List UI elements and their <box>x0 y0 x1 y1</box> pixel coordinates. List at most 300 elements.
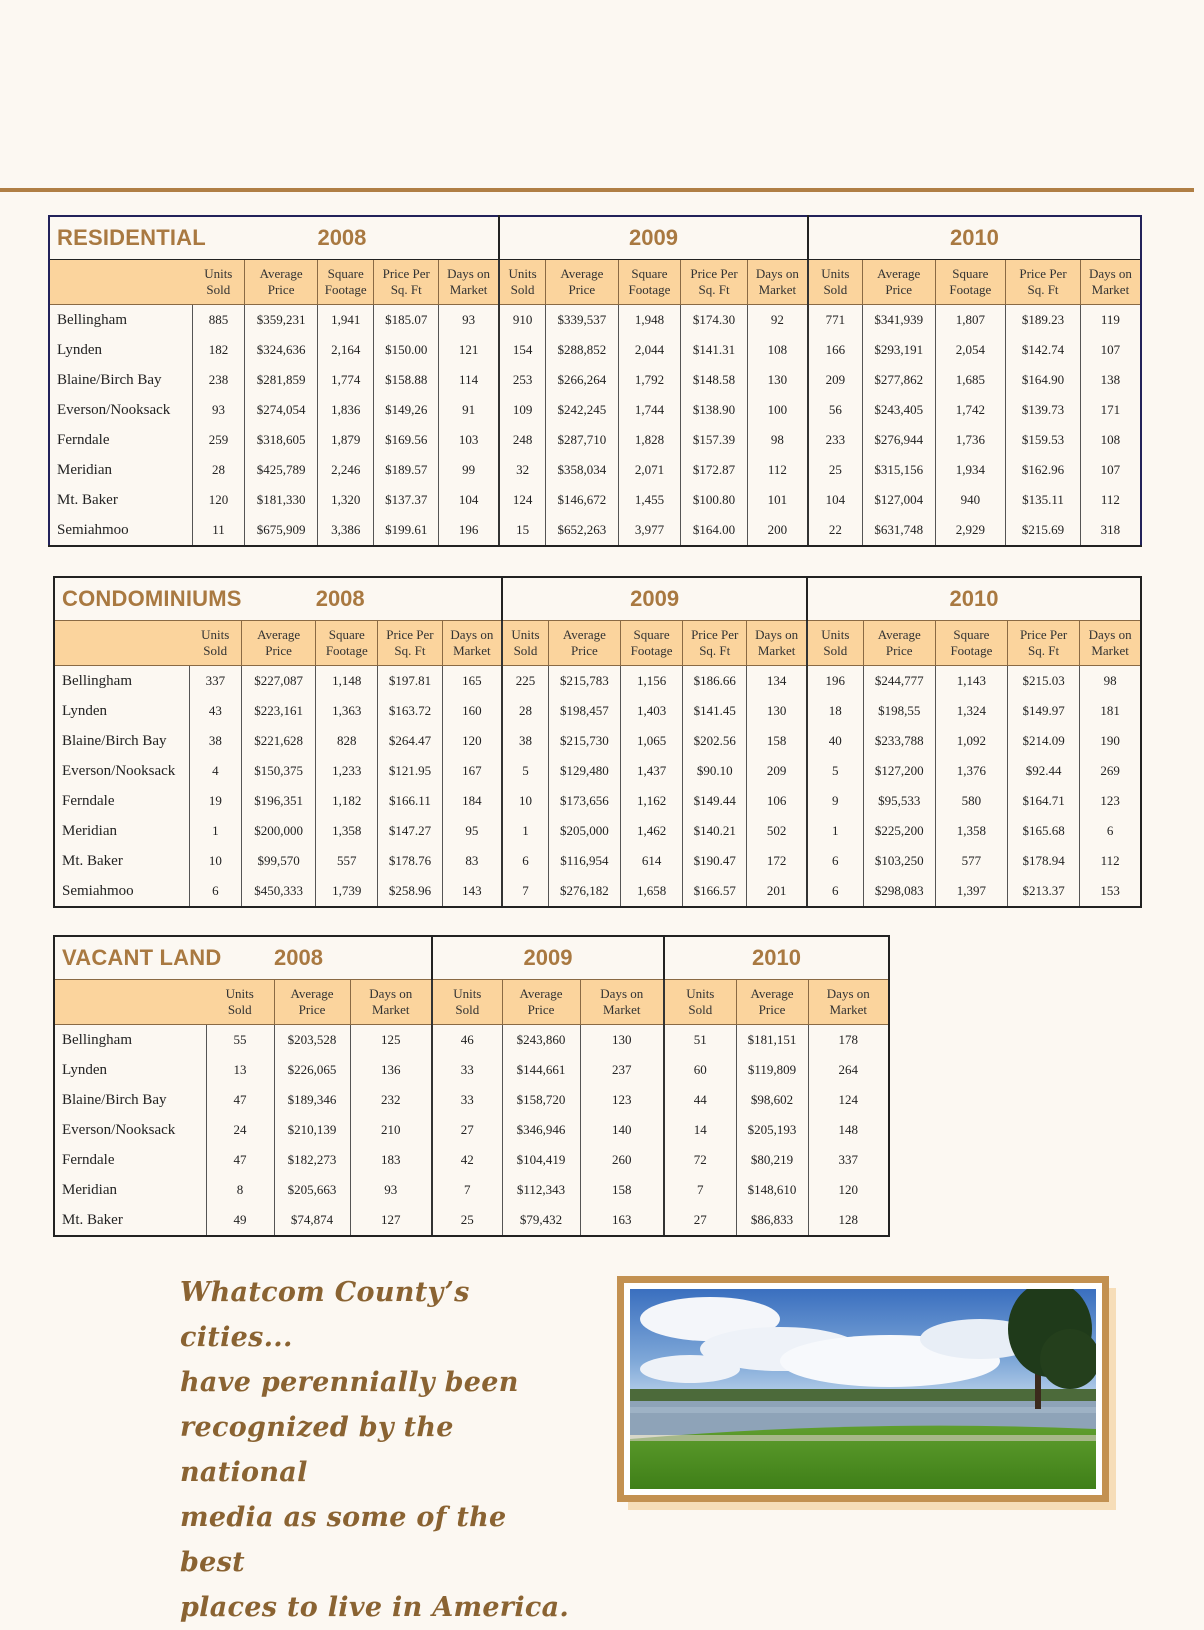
table-cell: $178.76 <box>378 846 442 876</box>
residential-header-row <box>49 260 1141 305</box>
col-square-footage: Square Footage <box>935 260 1006 305</box>
table-cell: 1,156 <box>621 666 683 697</box>
city-name: Meridian <box>54 816 189 846</box>
table-cell: 112 <box>1100 492 1120 507</box>
table-cell: $288,852 <box>546 335 619 365</box>
quote-line: media as some of the best <box>180 1502 507 1578</box>
table-row <box>54 846 1141 876</box>
table-cell: $164.90 <box>1006 365 1081 395</box>
table-cell: 172 <box>747 846 807 876</box>
top-rule <box>0 188 1194 192</box>
table-cell: $233,788 <box>863 726 935 756</box>
table-cell: 112 <box>747 455 808 485</box>
col-price-per-sqft: Price Per Sq. Ft <box>378 621 442 666</box>
col-average-price: Average Price <box>863 621 935 666</box>
table-cell: $144,661 <box>502 1055 580 1085</box>
table-cell: $298,083 <box>863 876 935 907</box>
table-cell: $116,954 <box>548 846 620 876</box>
col-days-on-market: Days on Market <box>747 260 808 305</box>
col-square-footage: Square Footage <box>621 621 683 666</box>
table-cell: $164.71 <box>1008 786 1080 816</box>
table-cell: $169.56 <box>374 425 439 455</box>
table-cell: $339,537 <box>546 305 619 336</box>
table-cell: 11 <box>192 515 244 546</box>
table-cell: $264.47 <box>378 726 442 756</box>
table-cell: 557 <box>316 846 378 876</box>
city-name: Bellingham <box>54 1025 206 1056</box>
table-cell: 1,358 <box>935 816 1007 846</box>
table-cell: 3,386 <box>317 515 374 546</box>
table-cell: $189.23 <box>1006 305 1081 336</box>
table-cell: 233 <box>808 425 862 455</box>
table-cell: $258.96 <box>378 876 442 907</box>
table-cell: $100.80 <box>681 485 748 515</box>
table-cell: 1,462 <box>621 816 683 846</box>
table-cell: $244,777 <box>863 666 935 697</box>
table-cell: 33 <box>432 1055 502 1085</box>
table-cell: 60 <box>664 1055 736 1085</box>
table-cell: 160 <box>442 696 502 726</box>
table-cell: $86,833 <box>736 1205 808 1236</box>
table-cell: $166.57 <box>683 876 747 907</box>
table-row <box>54 1085 889 1115</box>
table-cell: 93 <box>192 395 244 425</box>
table-cell: 1,403 <box>621 696 683 726</box>
table-cell: 910 <box>499 305 545 336</box>
table-cell: 127 <box>350 1205 432 1236</box>
table-cell: $190.47 <box>683 846 747 876</box>
city-name: Everson/Nooksack <box>49 395 192 425</box>
vacant-land-title: VACANT LAND <box>62 945 222 970</box>
table-cell: 98 <box>747 425 808 455</box>
residential-table <box>48 215 1142 547</box>
col-days-on-market: Days on Market <box>439 260 500 305</box>
table-cell: 107 <box>1100 342 1121 357</box>
table-cell: 153 <box>1080 876 1141 907</box>
table-cell: 40 <box>807 726 863 756</box>
table-cell: $186.66 <box>683 666 747 697</box>
col-days-on-market: Days on Market <box>442 621 502 666</box>
table-cell: $80,219 <box>736 1145 808 1175</box>
table-cell: $652,263 <box>546 515 619 546</box>
table-cell: 171 <box>1100 402 1121 417</box>
table-cell: 140 <box>580 1115 664 1145</box>
col-days-on-market: Days on Market <box>808 980 889 1025</box>
condominiums-table <box>53 576 1142 908</box>
table-cell: 2,071 <box>618 455 681 485</box>
table-cell: 93 <box>350 1175 432 1205</box>
table-cell: 72 <box>664 1145 736 1175</box>
table-row <box>49 425 1141 455</box>
table-cell: 2,054 <box>935 335 1006 365</box>
table-row <box>49 305 1141 336</box>
col-days-on-market: Days on Market <box>1080 621 1141 666</box>
table-cell: 1,148 <box>316 666 378 697</box>
col-price-per-sqft: Price Per Sq. Ft <box>1008 621 1080 666</box>
table-cell: 107 <box>1100 462 1121 477</box>
header-blank <box>54 980 206 1025</box>
table-cell: 1,736 <box>935 425 1006 455</box>
table-cell: 269 <box>1100 763 1120 778</box>
table-cell: 337 <box>189 666 241 697</box>
table-cell: 128 <box>808 1205 889 1236</box>
city-name: Everson/Nooksack <box>54 756 189 786</box>
table-cell: $274,054 <box>245 395 318 425</box>
table-cell: 46 <box>432 1025 502 1056</box>
table-cell: $198,457 <box>548 696 620 726</box>
table-cell: 201 <box>747 876 807 907</box>
table-cell: $215.69 <box>1006 515 1081 546</box>
table-cell: 1,807 <box>935 305 1006 336</box>
table-cell: 178 <box>838 1032 859 1047</box>
table-cell: 8 <box>206 1175 274 1205</box>
condominiums-header-row <box>54 621 1141 666</box>
table-cell: 1,792 <box>618 365 681 395</box>
table-cell: 98 <box>1103 673 1117 688</box>
table-cell: 108 <box>747 335 808 365</box>
table-cell: 15 <box>499 515 545 546</box>
condominiums-title: CONDOMINIUMS <box>62 586 242 611</box>
table-cell: 154 <box>499 335 545 365</box>
table-cell: 237 <box>580 1055 664 1085</box>
table-cell: 42 <box>432 1145 502 1175</box>
table-cell: 1,363 <box>316 696 378 726</box>
table-cell: 51 <box>664 1025 736 1056</box>
table-cell: $675,909 <box>245 515 318 546</box>
table-cell: 577 <box>935 846 1007 876</box>
table-cell: $243,405 <box>862 395 935 425</box>
table-cell: 83 <box>442 846 502 876</box>
table-cell: 108 <box>1100 432 1121 447</box>
table-cell: 14 <box>664 1115 736 1145</box>
col-units-sold: Units Sold <box>502 621 548 666</box>
table-row <box>54 1175 889 1205</box>
col-units-sold: Units Sold <box>808 260 862 305</box>
table-cell: 2,929 <box>935 515 1006 546</box>
table-cell: 210 <box>350 1115 432 1145</box>
table-cell: $129,480 <box>548 756 620 786</box>
table-cell: 138 <box>1100 372 1121 387</box>
table-cell: 225 <box>502 666 548 697</box>
col-units-sold: Units Sold <box>206 980 274 1025</box>
table-cell: $341,939 <box>862 305 935 336</box>
col-average-price: Average Price <box>862 260 935 305</box>
table-cell: $173,656 <box>548 786 620 816</box>
table-cell: 1,162 <box>621 786 683 816</box>
table-cell: 114 <box>439 365 500 395</box>
lake-park-image <box>630 1289 1096 1489</box>
table-cell: 134 <box>747 666 807 697</box>
city-name: Lynden <box>54 1055 206 1085</box>
table-cell: $318,605 <box>245 425 318 455</box>
table-cell: $150.00 <box>374 335 439 365</box>
table-cell: 2,246 <box>317 455 374 485</box>
table-cell: $103,250 <box>863 846 935 876</box>
table-cell: 120 <box>838 1182 859 1197</box>
vacant-land-year-2010: 2010 <box>752 945 801 970</box>
table-cell: 1,744 <box>618 395 681 425</box>
table-cell: 165 <box>442 666 502 697</box>
vacant-land-year-2008: 2008 <box>274 936 432 980</box>
table-cell: 28 <box>502 696 548 726</box>
table-cell: 1,320 <box>317 485 374 515</box>
table-cell: $223,161 <box>241 696 315 726</box>
table-cell: 22 <box>808 515 862 546</box>
table-cell: 580 <box>935 786 1007 816</box>
table-cell: $205,000 <box>548 816 620 846</box>
table-cell: 130 <box>747 696 807 726</box>
table-cell: $149.44 <box>683 786 747 816</box>
table-cell: 1,685 <box>935 365 1006 395</box>
table-cell: $215.03 <box>1008 666 1080 697</box>
table-cell: $215,783 <box>548 666 620 697</box>
table-cell: 93 <box>439 305 500 336</box>
table-cell: 5 <box>502 756 548 786</box>
table-cell: 112 <box>1100 853 1120 868</box>
table-cell: 260 <box>580 1145 664 1175</box>
table-cell: $203,528 <box>274 1025 350 1056</box>
table-cell: 32 <box>499 455 545 485</box>
residential-year-2010: 2010 <box>808 216 1141 260</box>
col-units-sold: Units Sold <box>664 980 736 1025</box>
col-square-footage: Square Footage <box>935 621 1007 666</box>
city-name: Ferndale <box>54 786 189 816</box>
table-cell: $150,375 <box>241 756 315 786</box>
col-average-price: Average Price <box>546 260 619 305</box>
table-cell: 196 <box>439 515 500 546</box>
table-cell: 143 <box>442 876 502 907</box>
table-cell: 6 <box>189 876 241 907</box>
table-cell: 27 <box>432 1115 502 1145</box>
table-cell: 99 <box>439 455 500 485</box>
table-cell: 6 <box>807 876 863 907</box>
table-cell: 47 <box>206 1145 274 1175</box>
residential-title: RESIDENTIAL <box>49 216 317 260</box>
table-cell: $200,000 <box>241 816 315 846</box>
table-cell: 43 <box>189 696 241 726</box>
table-cell: $137.37 <box>374 485 439 515</box>
residential-year-2009: 2009 <box>499 216 808 260</box>
residential-year-2008: 2008 <box>317 216 499 260</box>
table-cell: 1,437 <box>621 756 683 786</box>
table-cell: 158 <box>747 726 807 756</box>
col-units-sold: Units Sold <box>499 260 545 305</box>
table-cell: $148,610 <box>736 1175 808 1205</box>
table-row <box>49 455 1141 485</box>
table-cell: 1 <box>807 816 863 846</box>
col-price-per-sqft: Price Per Sq. Ft <box>1006 260 1081 305</box>
table-cell: $104,419 <box>502 1145 580 1175</box>
condominiums-year-2008: 2008 <box>316 577 503 621</box>
table-cell: 109 <box>499 395 545 425</box>
table-cell: $189.57 <box>374 455 439 485</box>
table-cell: 56 <box>808 395 862 425</box>
table-cell: 10 <box>502 786 548 816</box>
table-cell: $147.27 <box>378 816 442 846</box>
city-name: Meridian <box>54 1175 206 1205</box>
table-cell: $213.37 <box>1008 876 1080 907</box>
table-cell: 238 <box>192 365 244 395</box>
table-cell: 190 <box>1100 733 1120 748</box>
table-cell: $450,333 <box>241 876 315 907</box>
photo-frame <box>617 1276 1109 1502</box>
table-cell: 124 <box>838 1092 859 1107</box>
table-cell: $185.07 <box>374 305 439 336</box>
table-row <box>54 1025 889 1056</box>
city-name: Mt. Baker <box>54 846 189 876</box>
table-cell: $127,004 <box>862 485 935 515</box>
table-cell: $98,602 <box>736 1085 808 1115</box>
col-square-footage: Square Footage <box>316 621 378 666</box>
table-cell: 167 <box>442 756 502 786</box>
table-cell: $225,200 <box>863 816 935 846</box>
table-cell: 200 <box>747 515 808 546</box>
table-cell: 4 <box>189 756 241 786</box>
table-cell: 148 <box>838 1122 859 1137</box>
table-cell: 259 <box>192 425 244 455</box>
col-days-on-market: Days on Market <box>747 621 807 666</box>
table-cell: 101 <box>747 485 808 515</box>
city-name: Lynden <box>54 696 189 726</box>
table-cell: $210,139 <box>274 1115 350 1145</box>
quote-line: Whatcom County’s cities... <box>180 1277 470 1353</box>
table-cell: $74,874 <box>274 1205 350 1236</box>
city-name: Bellingham <box>54 666 189 697</box>
table-cell: 27 <box>664 1205 736 1236</box>
table-cell: 25 <box>432 1205 502 1236</box>
table-row <box>54 1055 889 1085</box>
table-cell: 1 <box>189 816 241 846</box>
table-cell: $158,720 <box>502 1085 580 1115</box>
table-cell: 91 <box>439 395 500 425</box>
table-cell: 181 <box>1100 703 1120 718</box>
table-row <box>49 395 1141 425</box>
table-cell: $358,034 <box>546 455 619 485</box>
table-cell: $92.44 <box>1008 756 1080 786</box>
col-square-footage: Square Footage <box>618 260 681 305</box>
table-cell: 1 <box>502 816 548 846</box>
quote-line: places to live in America. <box>180 1592 570 1623</box>
quote-line: have perennially been <box>180 1367 519 1398</box>
table-cell: 253 <box>499 365 545 395</box>
table-cell: 163 <box>580 1205 664 1236</box>
table-cell: $276,182 <box>548 876 620 907</box>
col-days-on-market: Days on Market <box>580 980 664 1025</box>
table-cell: 47 <box>206 1085 274 1115</box>
table-cell: 130 <box>580 1025 664 1056</box>
city-name: Semiahmoo <box>54 876 189 907</box>
table-cell: 123 <box>1100 793 1120 808</box>
table-cell: 121 <box>439 335 500 365</box>
header-blank <box>54 621 189 666</box>
col-average-price: Average Price <box>548 621 620 666</box>
table-cell: 18 <box>807 696 863 726</box>
table-cell: $157.39 <box>681 425 748 455</box>
table-cell: 49 <box>206 1205 274 1236</box>
table-cell: $199.61 <box>374 515 439 546</box>
city-name: Blaine/Birch Bay <box>54 726 189 756</box>
table-cell: 1,948 <box>618 305 681 336</box>
table-cell: 771 <box>808 305 862 336</box>
table-cell: 502 <box>747 816 807 846</box>
table-row <box>54 1145 889 1175</box>
col-average-price: Average Price <box>736 980 808 1025</box>
table-cell: 33 <box>432 1085 502 1115</box>
table-cell: 44 <box>664 1085 736 1115</box>
table-cell: $215,730 <box>548 726 620 756</box>
table-cell: $164.00 <box>681 515 748 546</box>
table-cell: 38 <box>189 726 241 756</box>
table-cell: $214.09 <box>1008 726 1080 756</box>
table-cell: $149.97 <box>1008 696 1080 726</box>
quote-line: recognized by the national <box>180 1412 454 1488</box>
table-cell: $112,343 <box>502 1175 580 1205</box>
table-row <box>54 726 1141 756</box>
vacant-land-year-2009: 2009 <box>432 936 664 980</box>
table-cell: 1,879 <box>317 425 374 455</box>
table-cell: $178.94 <box>1008 846 1080 876</box>
table-cell: 2,164 <box>317 335 374 365</box>
table-cell: 1,358 <box>316 816 378 846</box>
table-cell: $359,231 <box>245 305 318 336</box>
table-cell: $135.11 <box>1006 485 1081 515</box>
table-cell: $315,156 <box>862 455 935 485</box>
table-cell: 1,376 <box>935 756 1007 786</box>
table-cell: 1,065 <box>621 726 683 756</box>
col-average-price: Average Price <box>502 980 580 1025</box>
table-cell: 6 <box>1106 823 1114 838</box>
table-cell: 7 <box>664 1175 736 1205</box>
table-cell: 7 <box>502 876 548 907</box>
table-cell: 183 <box>350 1145 432 1175</box>
table-cell: 10 <box>189 846 241 876</box>
vacant-land-table <box>53 935 890 1237</box>
table-cell: 55 <box>206 1025 274 1056</box>
table-cell: 1,739 <box>316 876 378 907</box>
table-cell: 104 <box>808 485 862 515</box>
table-cell: 19 <box>189 786 241 816</box>
col-units-sold: Units Sold <box>807 621 863 666</box>
table-cell: $149,26 <box>374 395 439 425</box>
header-blank <box>49 260 192 305</box>
table-cell: $181,151 <box>736 1025 808 1056</box>
table-cell: 1,182 <box>316 786 378 816</box>
table-cell: 232 <box>350 1085 432 1115</box>
table-cell: 209 <box>808 365 862 395</box>
col-days-on-market: Days on Market <box>350 980 432 1025</box>
table-cell: $95,533 <box>863 786 935 816</box>
table-cell: $119,809 <box>736 1055 808 1085</box>
table-cell: 264 <box>838 1062 859 1077</box>
table-cell: $324,636 <box>245 335 318 365</box>
table-cell: $172.87 <box>681 455 748 485</box>
table-cell: $162.96 <box>1006 455 1081 485</box>
table-cell: 885 <box>192 305 244 336</box>
table-cell: 196 <box>807 666 863 697</box>
table-cell: $631,748 <box>862 515 935 546</box>
table-cell: $141.45 <box>683 696 747 726</box>
table-cell: 3,977 <box>618 515 681 546</box>
table-cell: $127,200 <box>863 756 935 786</box>
table-cell: 1,836 <box>317 395 374 425</box>
table-cell: $140.21 <box>683 816 747 846</box>
table-cell: 38 <box>502 726 548 756</box>
table-cell: $276,944 <box>862 425 935 455</box>
table-row <box>54 816 1141 846</box>
table-cell: $287,710 <box>546 425 619 455</box>
col-average-price: Average Price <box>245 260 318 305</box>
table-cell: 1,934 <box>935 455 1006 485</box>
